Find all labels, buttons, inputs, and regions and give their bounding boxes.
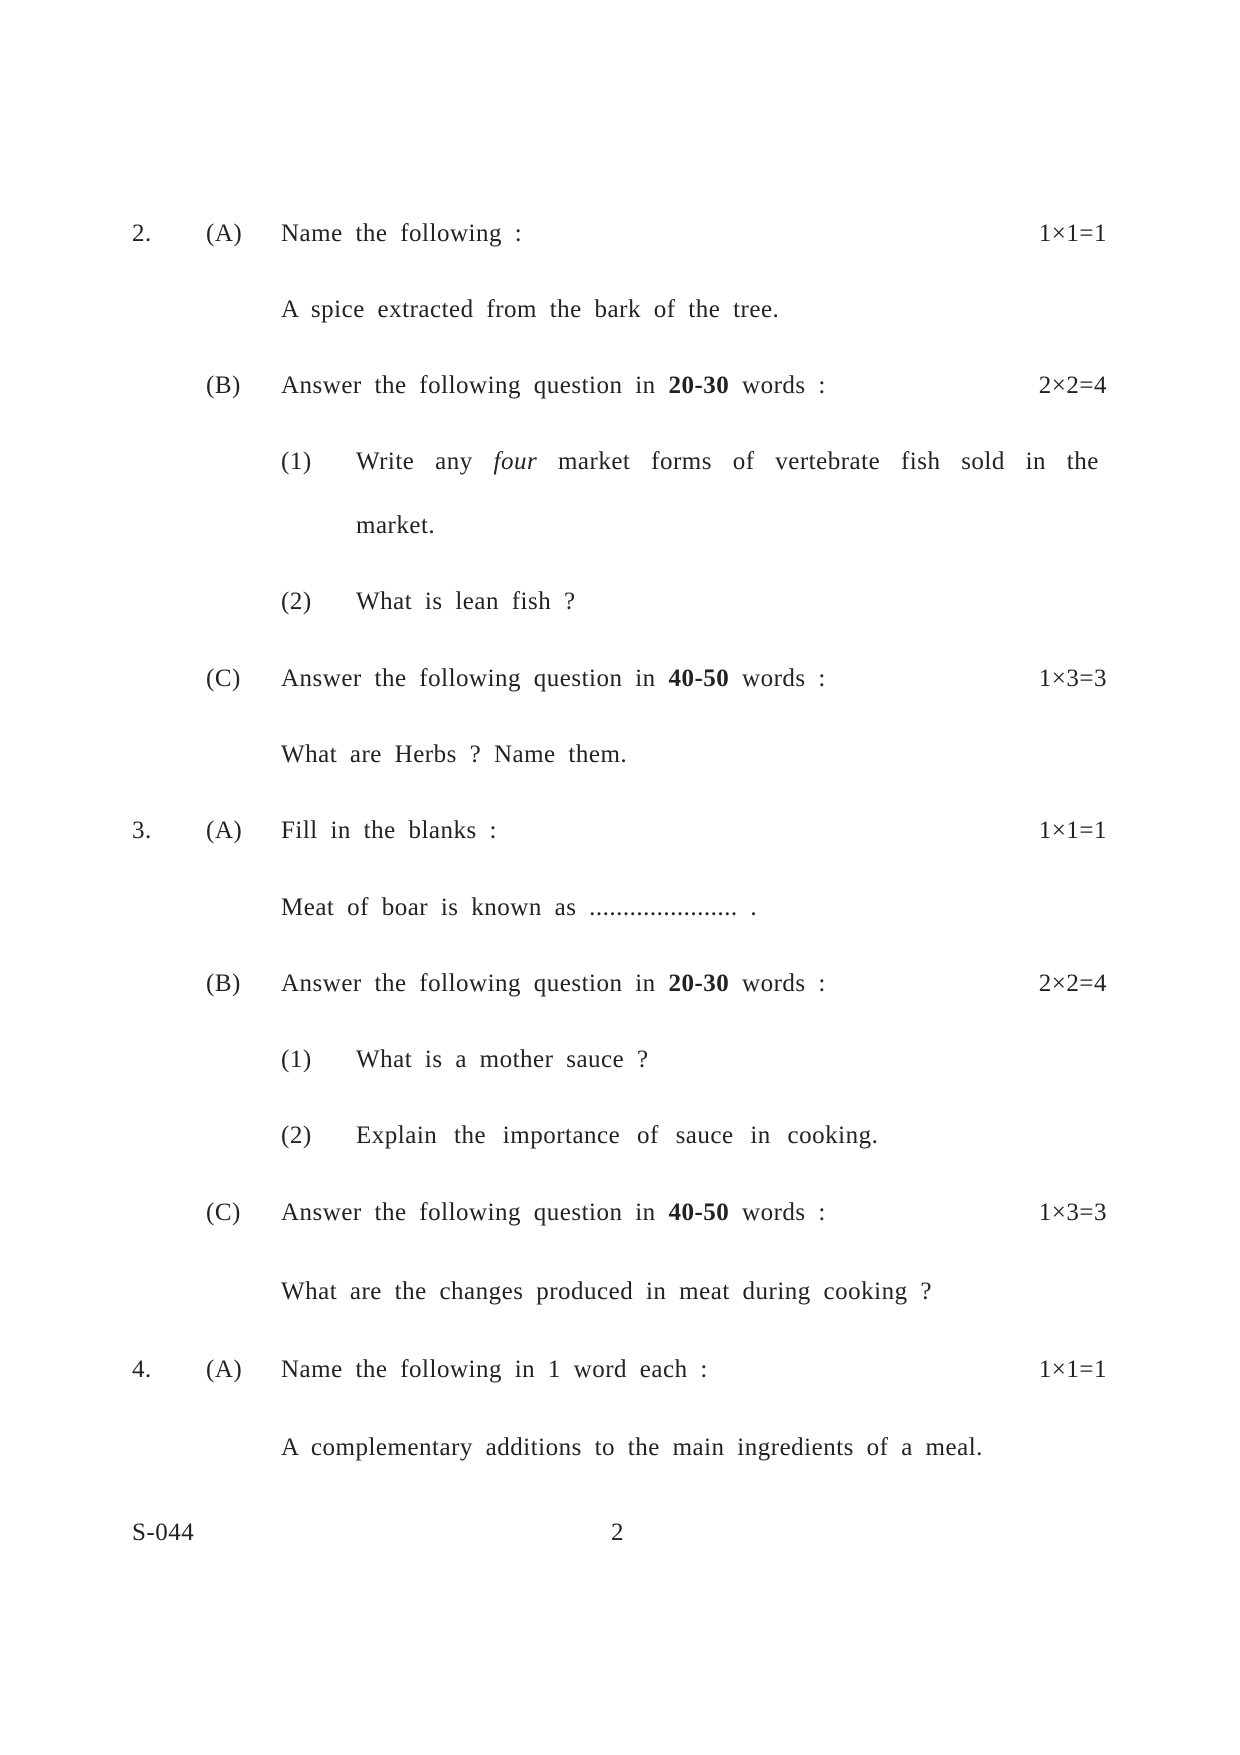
question-2a-item: A spice extracted from the bark of the tree. [281, 296, 780, 323]
question-2b-word-limit: 20-30 [668, 372, 730, 399]
question-3b-prompt-suffix: words : [729, 970, 826, 997]
question-2b-prompt-text: Answer the following question in [281, 372, 669, 399]
question-3b-prompt-text: Answer the following question in [281, 970, 669, 997]
question-4a-label: (A) [206, 1356, 243, 1383]
question-2b-label: (B) [206, 372, 241, 399]
question-2b-sub1-label: (1) [281, 448, 312, 475]
question-2b-sub1-pre: Write any [356, 448, 494, 475]
question-3b-sub1-label: (1) [281, 1046, 312, 1073]
question-2c-marks: 1×3=3 [1038, 665, 1107, 692]
question-3a-marks: 1×1=1 [1038, 817, 1107, 844]
question-2b-sub2-label: (2) [281, 588, 312, 615]
question-4a-prompt: Name the following in 1 word each : [281, 1356, 708, 1383]
question-2b-sub1-post: market forms of vertebrate fish sold in the [537, 448, 1099, 475]
question-3b-prompt [281, 969, 826, 999]
question-2b-sub1-text [356, 447, 1099, 477]
question-2b-prompt [281, 371, 826, 401]
question-3b-label: (B) [206, 970, 241, 997]
question-3b-marks: 2×2=4 [1038, 970, 1107, 997]
question-3c-marks: 1×3=3 [1038, 1199, 1107, 1226]
question-3b-word-limit: 20-30 [668, 970, 730, 997]
question-3c-label: (C) [206, 1199, 241, 1226]
question-3b-sub1-text: What is a mother sauce ? [356, 1046, 649, 1073]
question-2b-sub2-text: What is lean fish ? [356, 588, 576, 615]
question-4-number: 4. [132, 1356, 152, 1383]
question-2a-label: (A) [206, 220, 243, 247]
question-2c-prompt [281, 664, 826, 694]
question-2c-prompt-suffix: words : [729, 665, 826, 692]
question-4a-marks: 1×1=1 [1038, 1356, 1107, 1383]
question-2b-sub1-continuation: market. [356, 512, 436, 539]
question-2b-prompt-suffix: words : [729, 372, 826, 399]
question-2-number: 2. [132, 220, 152, 247]
question-2c-word-limit: 40-50 [668, 665, 730, 692]
question-3a-label: (A) [206, 817, 243, 844]
question-2c-item: What are Herbs ? Name them. [281, 741, 628, 768]
question-3-number: 3. [132, 817, 152, 844]
question-3c-prompt-suffix: words : [729, 1199, 826, 1226]
question-2c-prompt-text: Answer the following question in [281, 665, 669, 692]
question-3a-item: Meat of boar is known as ...................... . [281, 894, 758, 921]
question-2a-prompt: Name the following : [281, 220, 523, 247]
question-3a-prompt: Fill in the blanks : [281, 817, 497, 844]
question-3c-prompt [281, 1198, 826, 1228]
question-3c-prompt-text: Answer the following question in [281, 1199, 669, 1226]
question-2c-label: (C) [206, 665, 241, 692]
question-3c-item: What are the changes produced in meat during cooking ? [281, 1278, 932, 1305]
question-4a-item: A complementary additions to the main ingredients of a meal. [281, 1434, 983, 1461]
question-3b-sub2-text: Explain the importance of sauce in cooking. [356, 1122, 879, 1149]
paper-code: S-044 [132, 1519, 195, 1546]
question-3b-sub2-label: (2) [281, 1122, 312, 1149]
question-3c-word-limit: 40-50 [668, 1199, 730, 1226]
page-number: 2 [611, 1519, 624, 1546]
question-2b-marks: 2×2=4 [1038, 372, 1107, 399]
question-2b-sub1-emphasis: four [493, 448, 538, 475]
question-2a-marks: 1×1=1 [1038, 220, 1107, 247]
